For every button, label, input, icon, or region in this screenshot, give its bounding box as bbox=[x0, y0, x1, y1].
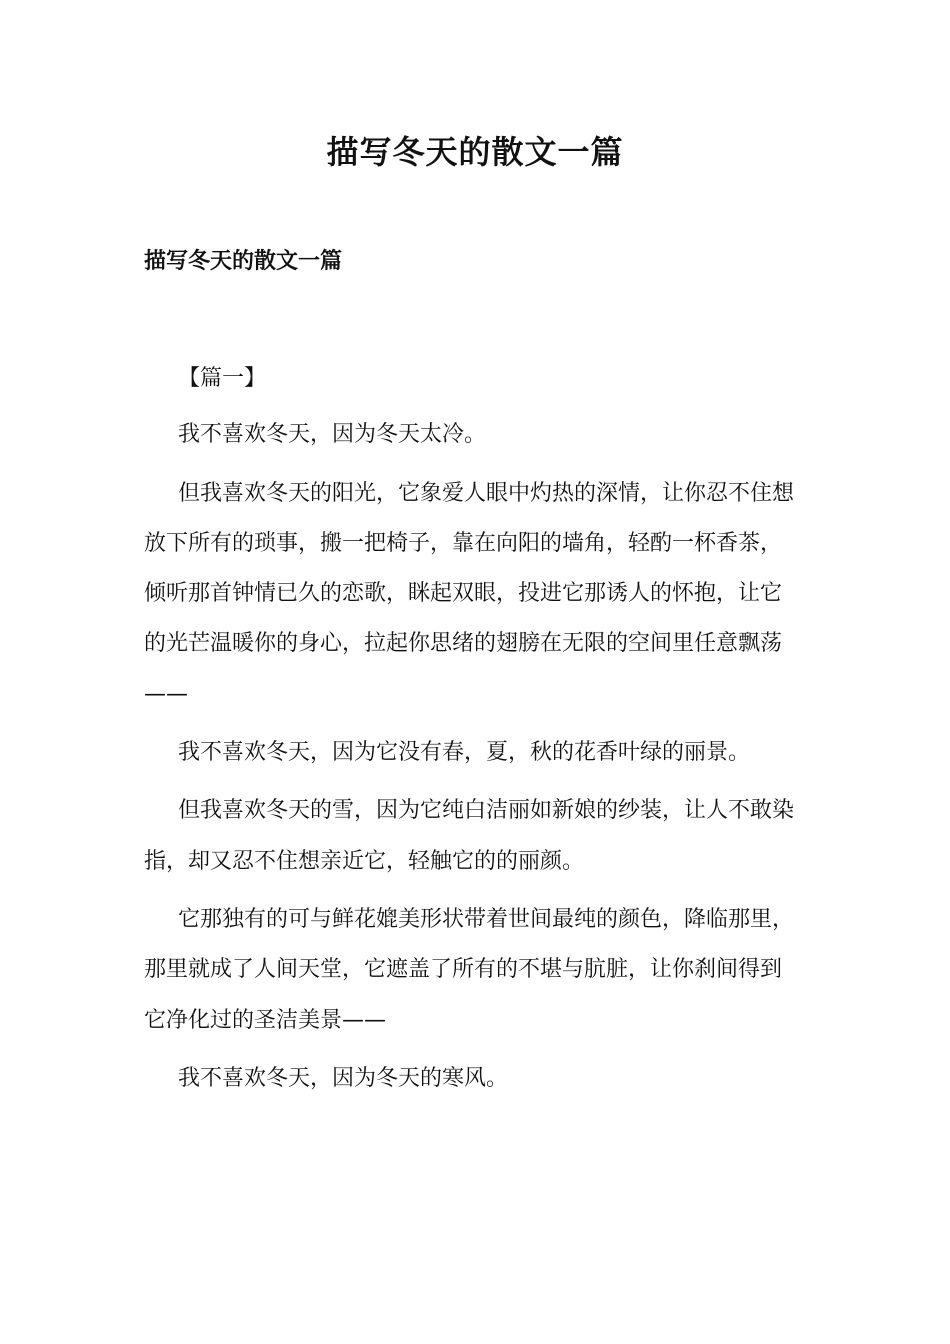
paragraph-line: 它净化过的圣洁美景—— bbox=[144, 1007, 387, 1033]
paragraph-5 bbox=[144, 895, 808, 1046]
paragraph-line: 但我喜欢冬天的雪，因为它纯白洁丽如新娘的纱装，让人不敢染 bbox=[178, 798, 795, 824]
document-subtitle: 描写冬天的散文一篇 bbox=[144, 249, 343, 274]
paragraph-line: 倾听那首钟情已久的恋歌，眯起双眼，投进它那诱人的怀抱，让它 bbox=[144, 581, 783, 607]
paragraph-line: 指，却又忍不住想亲近它，轻触它的的丽颜。 bbox=[144, 848, 585, 874]
paragraph-line: 那里就成了人间天堂，它遮盖了所有的不堪与肮脏，让你刹间得到 bbox=[144, 957, 783, 983]
section-label: 【篇一】 bbox=[178, 366, 267, 391]
paragraph-line: —— bbox=[144, 681, 188, 707]
paragraph-line: 我不喜欢冬天，因为冬天的寒风。 bbox=[178, 1065, 509, 1091]
document-body bbox=[144, 354, 808, 1112]
paragraph-6 bbox=[144, 1054, 808, 1104]
paragraph-3 bbox=[144, 728, 808, 778]
paragraph-4 bbox=[144, 786, 808, 887]
paragraph-line: 放下所有的琐事，搬一把椅子，靠在向阳的墙角，轻酌一杯香茶， bbox=[144, 530, 783, 556]
paragraph-2 bbox=[144, 469, 808, 720]
document-title: 描写冬天的散文一篇 bbox=[326, 133, 624, 171]
paragraph-line: 它那独有的可与鲜花媲美形状带着世间最纯的颜色，降临那里， bbox=[178, 906, 795, 932]
paragraph-line: 我不喜欢冬天，因为冬天太冷。 bbox=[178, 422, 487, 448]
paragraph-line: 的光芒温暖你的身心，拉起你思绪的翅膀在无限的空间里任意飘荡 bbox=[144, 631, 783, 657]
paragraph-1 bbox=[144, 410, 808, 460]
paragraph-line: 但我喜欢冬天的阳光，它象爱人眼中灼热的深情，让你忍不住想 bbox=[178, 480, 795, 506]
paragraph-line: 我不喜欢冬天，因为它没有春，夏，秋的花香叶绿的丽景。 bbox=[178, 740, 751, 766]
